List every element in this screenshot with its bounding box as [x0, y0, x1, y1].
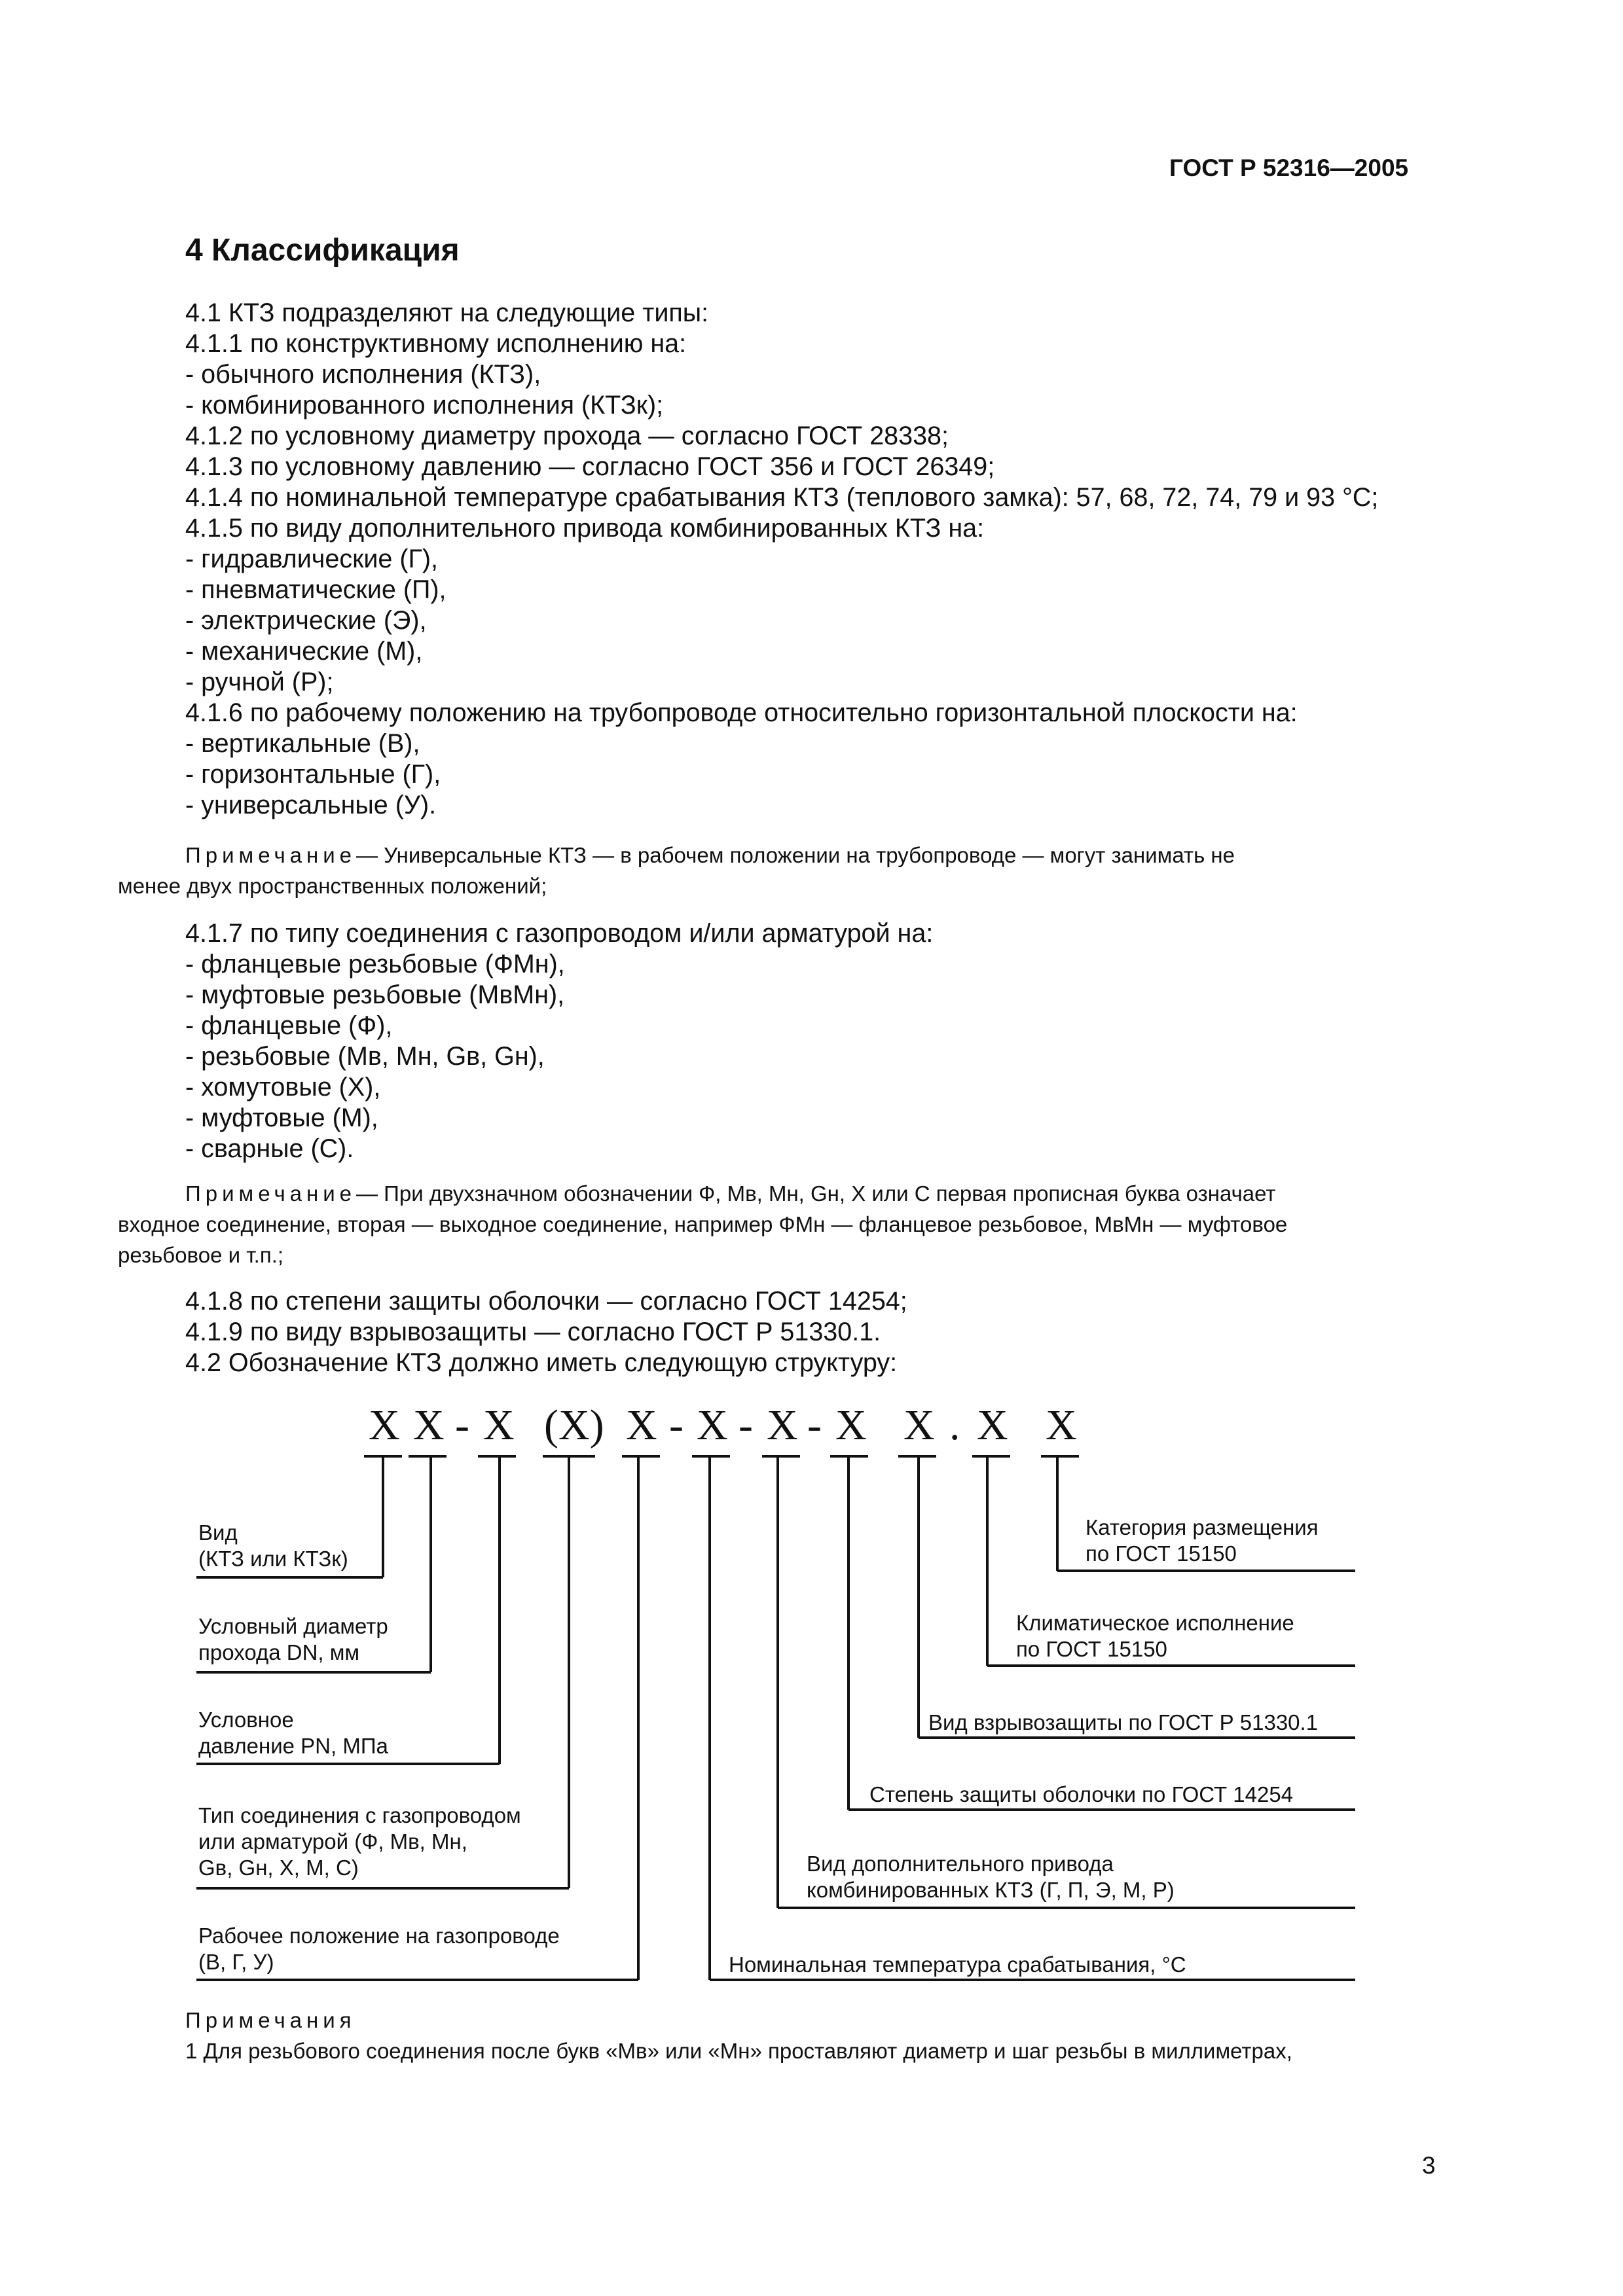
code-dash: - — [669, 1401, 684, 1449]
label-line: Условный диаметр — [198, 1614, 388, 1638]
label-temperature — [729, 1952, 1186, 1978]
code-dash: - — [807, 1401, 822, 1449]
label-placement-category — [1085, 1515, 1319, 1567]
document-id: ГОСТ Р 52316—2005 — [1169, 154, 1409, 181]
label-line: давление PN, МПа — [198, 1734, 388, 1758]
list-item: - резьбовые (Мв, Мн, Gв, Gн), — [185, 1042, 545, 1071]
list-item: 4.1.1 по конструктивному исполнению на: — [185, 329, 687, 358]
section-title: 4 Классификация — [185, 233, 460, 268]
label-connection — [198, 1803, 521, 1881]
label-line: Тип соединения с газопроводом — [198, 1803, 521, 1827]
code-x-paren: (X) — [544, 1401, 604, 1449]
code-x-8: X — [835, 1401, 867, 1449]
label-diameter — [198, 1613, 388, 1666]
label-line: Вид взрывозащиты по ГОСТ Р 51330.1 — [928, 1710, 1319, 1734]
list-item: 4.1.6 по рабочему положению на трубопроводе относительно горизонтальной плоскости на: — [185, 698, 1298, 727]
label-line: прохода DN, мм — [198, 1640, 360, 1664]
label-line: или арматурой (Ф, Мв, Мн, — [198, 1829, 467, 1854]
list-item: 4.1.2 по условному диаметру прохода — согласно ГОСТ 28338; — [185, 422, 949, 450]
code-x-6: X — [697, 1401, 728, 1449]
code-x-11: X — [1046, 1401, 1077, 1449]
label-line: Вид дополнительного привода — [807, 1852, 1114, 1876]
label-line: по ГОСТ 15150 — [1085, 1541, 1237, 1566]
list-item: 4.1.8 по степени защиты оболочки — согласно ГОСТ 14254; — [185, 1287, 907, 1316]
label-line: (КТЗ или КТЗк) — [198, 1547, 348, 1571]
list-item: - электрические (Э), — [185, 606, 427, 635]
code-dash: - — [455, 1401, 469, 1449]
label-kind — [198, 1520, 348, 1572]
list-item: - гидравлические (Г), — [185, 545, 439, 573]
list-item: - комбинированного исполнения (КТЗк); — [185, 391, 664, 420]
list-item: 4.1.7 по типу соединения с газопроводом и/или арматурой на: — [185, 919, 934, 948]
code-x-10: X — [977, 1401, 1008, 1449]
label-line: Рабочее положение на газопроводе — [198, 1924, 560, 1948]
label-line: Вид — [198, 1520, 238, 1545]
list-item: - муфтовые (М), — [185, 1103, 378, 1132]
code-x-1: X — [369, 1401, 400, 1449]
label-line: Климатическое исполнение — [1016, 1611, 1294, 1635]
list-item: - универсальные (У). — [185, 791, 437, 819]
label-line: Номинальная температура срабатывания, °С — [729, 1952, 1186, 1977]
list-item: - фланцевые (Ф), — [185, 1011, 393, 1040]
list-item: 4.1.5 по виду дополнительного привода комбинированных КТЗ на: — [185, 514, 985, 543]
list-item: - сварные (С). — [185, 1134, 354, 1163]
label-line: комбинированных КТЗ (Г, П, Э, М, Р) — [807, 1878, 1175, 1902]
label-protection — [869, 1782, 1293, 1808]
note-label: Примечание — [185, 843, 357, 867]
label-line: (В, Г, У) — [198, 1950, 274, 1974]
notes-heading: Примечания — [185, 2008, 356, 2032]
label-line: Категория размещения — [1085, 1515, 1319, 1539]
note-text: — При двухзначном обозначении Ф, Мв, Мн, Gн, Х или С первая прописная буква означает — [356, 1181, 1276, 1206]
list-item: - вертикальные (В), — [185, 729, 420, 758]
label-drive — [807, 1851, 1175, 1903]
list-item: - горизонтальные (Г), — [185, 760, 441, 789]
note-2-cont: резьбовое и т.п.; — [118, 1243, 284, 1267]
list-item: - муфтовые резьбовые (МвМн), — [185, 980, 565, 1009]
list-item: - ручной (Р); — [185, 668, 334, 696]
label-line: Условное — [198, 1708, 294, 1732]
code-x-9: X — [903, 1401, 935, 1449]
label-climatic — [1016, 1610, 1294, 1662]
list-item: 4.1.4 по номинальной температуре срабатывания КТЗ (теплового замка): 57, 68, 72, 74, 79 и 93 °С; — [185, 483, 1379, 512]
code-x-5: X — [626, 1401, 657, 1449]
label-explosion — [928, 1710, 1318, 1736]
code-x-7: X — [767, 1401, 798, 1449]
label-line: по ГОСТ 15150 — [1016, 1637, 1167, 1661]
label-line: Gв, Gн, Х, М, С) — [198, 1856, 359, 1880]
note-text: — Универсальные КТЗ — в рабочем положении на трубопроводе — могут занимать не — [356, 843, 1235, 867]
note-label: Примечание — [185, 1181, 357, 1206]
list-item: - обычного исполнения (КТЗ), — [185, 360, 541, 389]
code-x-3: X — [483, 1401, 515, 1449]
note-2-cont: входное соединение, вторая — выходное соединение, например ФМн — фланцевое резьбовое, МвМн — муфтовое — [118, 1212, 1288, 1236]
list-item: - фланцевые резьбовые (ФМн), — [185, 950, 565, 978]
code-dash: - — [739, 1401, 753, 1449]
list-item: 4.1 КТЗ подразделяют на следующие типы: — [185, 298, 709, 327]
page-number: 3 — [1422, 2152, 1436, 2179]
list-item: - механические (М), — [185, 637, 423, 666]
list-item: 4.1.3 по условному давлению — согласно ГОСТ 356 и ГОСТ 26349; — [185, 452, 995, 481]
note-item-1: 1 Для резьбового соединения после букв «Мв» или «Мн» проставляют диаметр и шаг резьбы в миллиметрах, — [185, 2039, 1292, 2063]
list-item: - пневматические (П), — [185, 575, 447, 604]
label-position — [198, 1923, 560, 1975]
code-dot: . — [949, 1401, 960, 1449]
list-item: 4.1.9 по виду взрывозащиты — согласно ГОСТ Р 51330.1. — [185, 1318, 881, 1346]
list-item: - хомутовые (Х), — [185, 1073, 381, 1102]
note-1-cont: менее двух пространственных положений; — [118, 874, 547, 898]
label-pressure — [198, 1707, 388, 1759]
code-x-2: X — [413, 1401, 445, 1449]
label-line: Степень защиты оболочки по ГОСТ 14254 — [869, 1782, 1294, 1806]
list-item: 4.2 Обозначение КТЗ должно иметь следующую структуру: — [185, 1348, 898, 1377]
